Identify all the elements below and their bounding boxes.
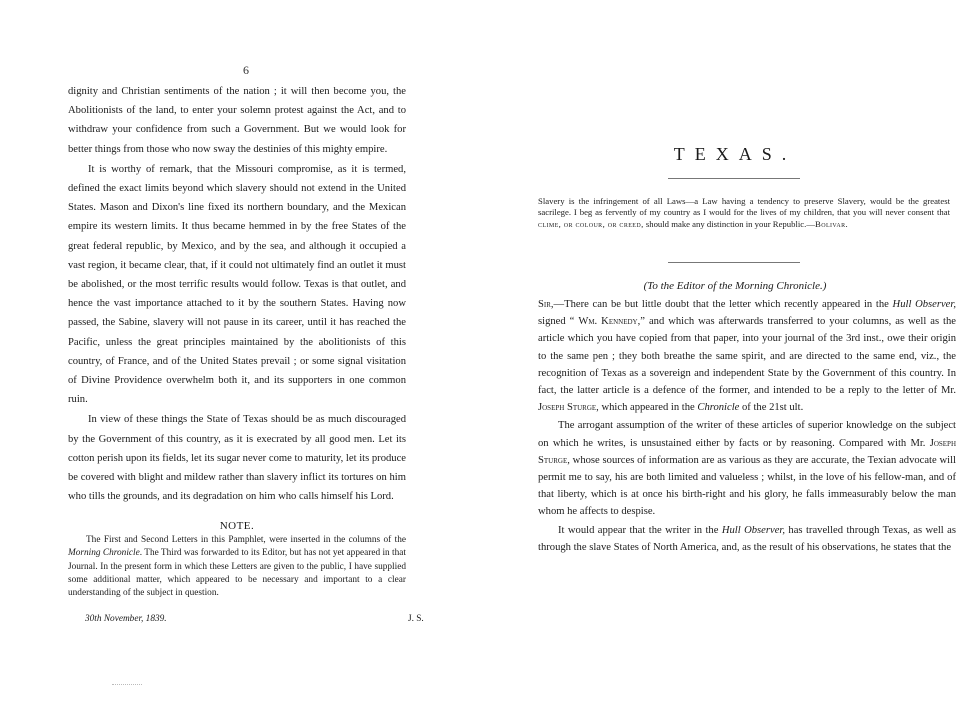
letter-text: which appeared in the xyxy=(598,402,698,414)
newspaper-title: Hull Observer, xyxy=(892,299,956,310)
note-text: The First and Second Letters in this Pamphlet, were inserted in the columns of the xyxy=(86,535,406,545)
epigraph xyxy=(538,196,950,230)
epigraph-attribution: Bolivar. xyxy=(815,218,849,229)
letter-text: has travelled through Texas, as well as through the slave States of North America, and, as the result of his observations, he states that the xyxy=(538,524,956,553)
person-name: Joseph Sturge, xyxy=(538,402,599,414)
person-name: Joseph Sturge, xyxy=(538,437,956,466)
letter-text: signed “ xyxy=(538,316,579,328)
note-text: . The Third was forwarded to its Editor, but has not yet appeared in that Journal. In the present form in which these Letters are given to the public, I have supplied some additional matter, which appeared to be necessary and important to a clear understanding of the subject in question. xyxy=(68,548,407,599)
note-heading: NOTE. xyxy=(219,520,255,532)
paragraph xyxy=(538,522,956,556)
note-newspaper-title: Morning Chronicle xyxy=(68,548,140,559)
paragraph xyxy=(538,417,956,520)
page-number: 6 xyxy=(243,63,249,77)
divider-rule xyxy=(668,178,800,179)
letter-text: —There can be but little doubt that the letter which recently appeared in the xyxy=(553,299,893,310)
letter-body xyxy=(538,296,956,556)
letter-text: of the 21st ult. xyxy=(739,402,804,414)
salutation: Sir, xyxy=(538,299,554,310)
epigraph-small-caps: clime, or colour, or creed, xyxy=(538,218,644,229)
note-date: 30th November, 1839. xyxy=(85,614,167,624)
note-initials: J. S. xyxy=(408,614,424,624)
chapter-title: TEXAS. xyxy=(673,144,797,164)
paragraph: In view of these things the State of Texas should be as much discouraged by the Government of this country, as it is execrated by all good men. Let its cotton perish upon its fields, let its sugar never come to maturity, let its produce be covered with blight and mildew rather than slavery inflict its tortures on him who tills the grounds, and its degradation on him who calls himself his Lord. xyxy=(68,414,406,503)
note-body xyxy=(68,534,406,600)
letter-text: The arrogant assumption of the writer of these articles of superior knowledge on the subject on which he writes, is unsustained either by facts or by reasoning. Compared with Mr. xyxy=(538,420,956,449)
page-mark xyxy=(112,684,142,686)
epigraph-text: should make any distinction in your Republic.— xyxy=(643,218,816,229)
letter-text: whose sources of information are as various as they are accurate, the Texian advocate will permit me to say, his are both limited and valueless ; whilst, in the love of his fellow-man, and of that liberty, which is at once his birth-right and his glory, he falls immeasurably below the man whom he affects to despise. xyxy=(538,454,956,518)
epigraph-text: Slavery is the infringement of all Laws—a Law having a tendency to preserve Slavery, would be the greatest sacrilege. I beg as fervently of my country as I would for the lives of my children, that you will never consent that xyxy=(538,196,950,218)
divider-rule xyxy=(668,262,800,263)
letter-text: ” and which was afterwards transferred to your columns, as well as the article which you have copied from that paper, into your journal of the 3rd inst., owe their origin to the same pen ; they both breathe the same spirit, and are directed to the same end, viz., the recognition of Texas as a sovereign and independent State by the Government of this country. In fact, the latter article is a defence of the former, and intended to be a reply to the letter of Mr. xyxy=(538,316,957,397)
letter-text: It would appear that the writer in the xyxy=(558,524,722,536)
right-page xyxy=(490,0,980,716)
paragraph xyxy=(538,296,956,416)
paragraph: It is worthy of remark, that the Missouri compromise, as it is termed, defined the exact limits beyond which slavery should not extend in the United States. Mason and Dixon's line fixed its northern boundary, and the Mexican empire its western limits. It thus became hemmed in by the free States of the great federal republic, by Mexico, and by the sea, and although it occupied a vast region, it became clear, that, if it could not ultimately find an outlet it must be abolished, or the most terrific results would follow. Texas is that outlet, and hence the vast importance attached to it by the southern States. Having now passed, the Sabine, slavery will not pause in its career, until it has reached the Pacific, unless the great principles maintained by the abolitionists of this country, of France, and of the United States prevail ; or some signal visitation of Divine Providence overwhelm both it, and its supporters in one common ruin. xyxy=(68,163,406,406)
editor-address: (To the Editor of the Morning Chronicle.) xyxy=(643,280,827,292)
left-body-text xyxy=(68,82,406,506)
person-name: Wm. Kennedy, xyxy=(578,316,641,328)
newspaper-title: Chronicle xyxy=(697,402,740,414)
newspaper-title: Hull Observer, xyxy=(721,524,786,536)
paragraph: dignity and Christian sentiments of the nation ; it will then become you, the Abolitionists of the land, to enter your solemn protest against the Act, and to withdraw your confidence from such a Government. But we would look for better things from those who now sway the destinies of this mighty empire. xyxy=(68,86,406,155)
